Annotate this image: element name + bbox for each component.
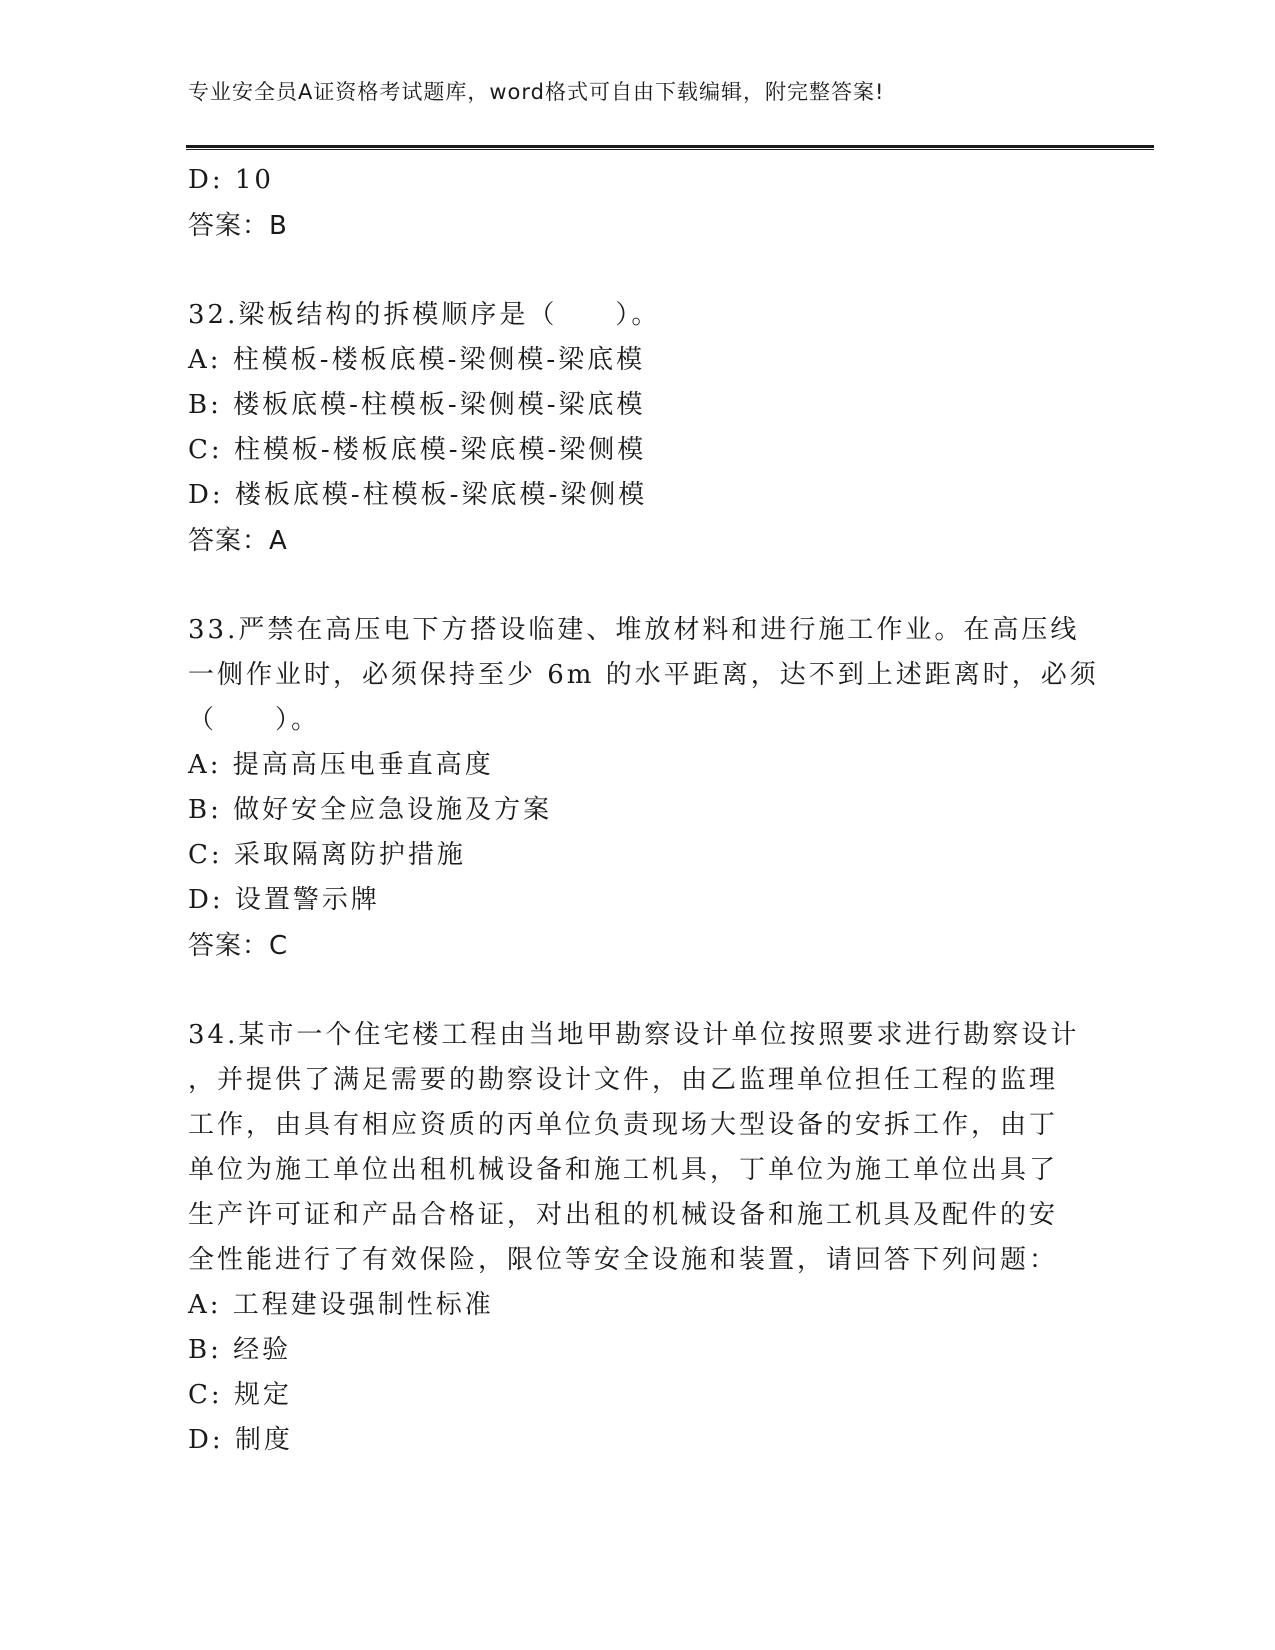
option-d: D: 设置警示牌 [188, 885, 380, 915]
question-stem-line: 工作，由具有相应资质的丙单位负责现场大型设备的安拆工作，由丁 [188, 1110, 1059, 1140]
question-32 [188, 293, 1088, 564]
option-b: B: 做好安全应急设施及方案 [188, 795, 553, 825]
option-c: C: 采取隔离防护措施 [188, 840, 466, 870]
option-d: D: 10 [188, 165, 274, 195]
page-header: 专业安全员A证资格考试题库，word格式可自由下载编辑，附完整答案! [188, 80, 885, 104]
option-c: C: 柱模板-楼板底模-梁底模-梁侧模 [188, 435, 647, 465]
question-stem: 32.梁板结构的拆模顺序是（ ）。 [188, 300, 661, 330]
answer: 答案：A [188, 526, 288, 556]
question-stem-line: 34.某市一个住宅楼工程由当地甲勘察设计单位按照要求进行勘察设计 [188, 1020, 1080, 1050]
option-a: A: 提高高压电垂直高度 [188, 750, 494, 780]
answer: 答案：B [188, 211, 288, 241]
question-stem-line: 33.严禁在高压电下方搭设临建、堆放材料和进行施工作业。在高压线 [188, 615, 1080, 645]
document-body [188, 158, 1099, 1463]
question-34 [188, 1013, 1088, 1463]
option-d: D: 楼板底模-柱模板-梁底模-梁侧模 [188, 480, 648, 510]
question-31-tail [188, 158, 1088, 249]
header-divider [186, 145, 1154, 150]
question-stem-line: ，并提供了满足需要的勘察设计文件，由乙监理单位担任工程的监理 [188, 1065, 1059, 1095]
option-d: D: 制度 [188, 1425, 293, 1455]
question-stem-line: 全性能进行了有效保险，限位等安全设施和装置，请回答下列问题： [188, 1245, 1059, 1275]
question-stem-line: 生产许可证和产品合格证，对出租的机械设备和施工机具及配件的安 [188, 1200, 1059, 1230]
option-b: B: 楼板底模-柱模板-梁侧模-梁底模 [188, 390, 646, 420]
option-c: C: 规定 [188, 1380, 292, 1410]
question-stem-line: 单位为施工单位出租机械设备和施工机具，丁单位为施工单位出具了 [188, 1155, 1059, 1185]
question-stem-line: （ ）。 [188, 705, 321, 735]
answer: 答案：C [188, 931, 289, 961]
option-a: A: 工程建设强制性标准 [188, 1290, 494, 1320]
option-a: A: 柱模板-楼板底模-梁侧模-梁底模 [188, 345, 646, 375]
question-stem-line: 一侧作业时，必须保持至少 6m 的水平距离，达不到上述距离时，必须 [188, 660, 1099, 690]
question-33 [188, 608, 1099, 969]
option-b: B: 经验 [188, 1335, 292, 1365]
